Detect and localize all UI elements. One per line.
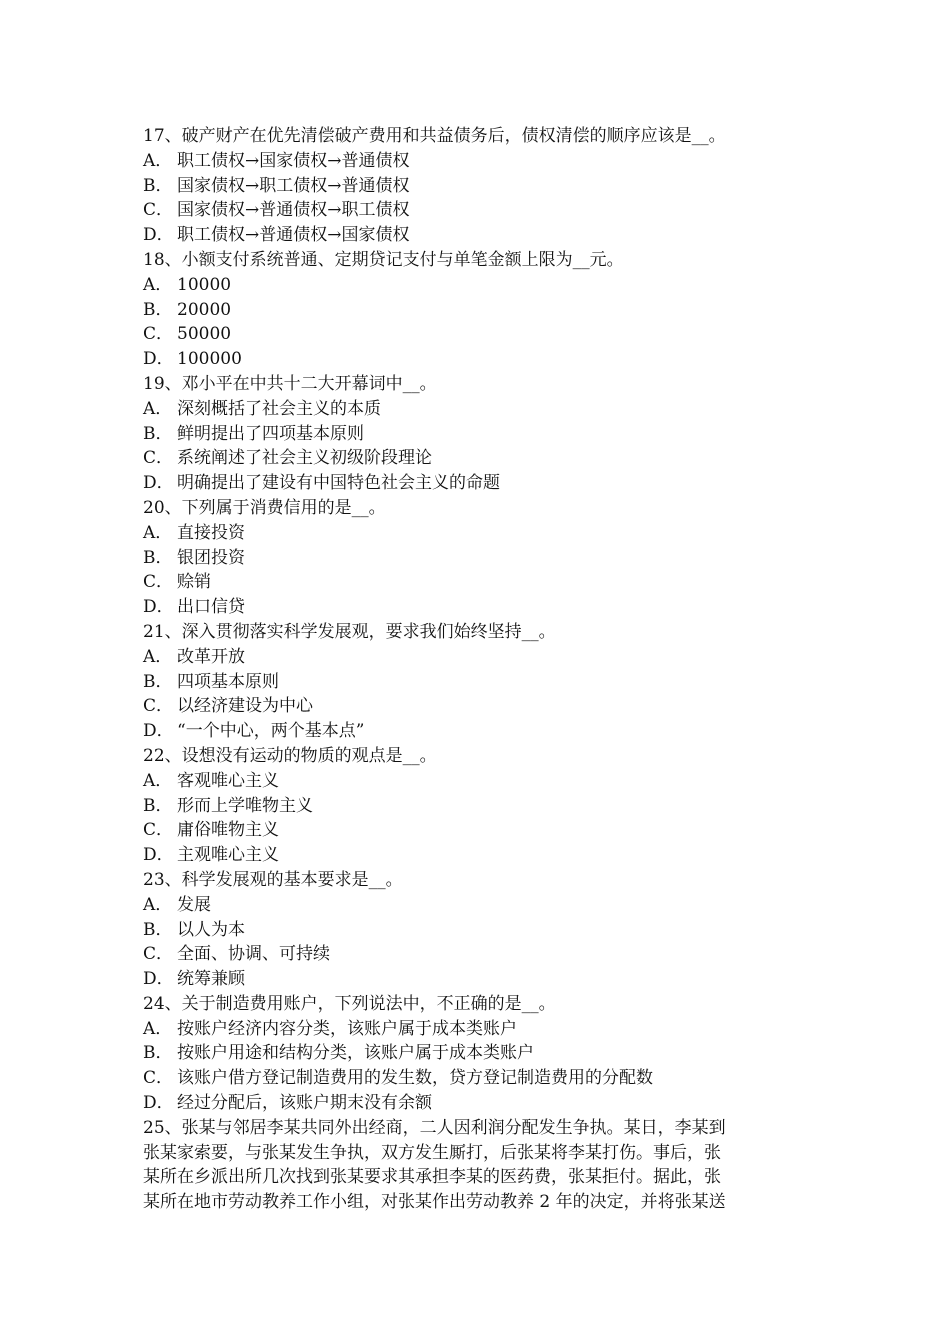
question-17-option-a — [143, 149, 809, 174]
question-17-option-c — [143, 198, 809, 223]
option-label: C． — [143, 944, 174, 965]
option-label: C． — [143, 324, 174, 345]
question-23-option-c — [143, 942, 809, 967]
option-label: C． — [143, 448, 174, 469]
option-label: D． — [143, 349, 174, 370]
option-label: A． — [143, 1018, 173, 1039]
option-text: 四项基本原则 — [177, 671, 279, 692]
option-label: A． — [143, 646, 173, 667]
question-25-line-3: 某所在乡派出所几次找到张某要求其承担李某的医药费，张某拒付。据此，张 — [143, 1167, 721, 1188]
option-label: B． — [143, 299, 173, 320]
option-label: B． — [143, 671, 173, 692]
option-text: 20000 — [177, 299, 232, 320]
option-label: D． — [143, 969, 174, 990]
question-23-stem: 23、科学发展观的基本要求是__。 — [143, 869, 403, 890]
question-18-stem: 18、小额支付系统普通、定期贷记支付与单笔金额上限为__元。 — [143, 249, 624, 270]
question-24-option-a — [143, 1017, 809, 1042]
option-label: B． — [143, 175, 173, 196]
option-text: 鲜明提出了四项基本原则 — [177, 423, 364, 444]
option-label: B． — [143, 919, 173, 940]
option-text: 经过分配后，该账户期末没有余额 — [177, 1093, 432, 1114]
question-19-stem: 19、邓小平在中共十二大开幕词中__。 — [143, 373, 437, 394]
option-label: A． — [143, 398, 173, 419]
question-21-option-c — [143, 694, 809, 719]
question-25-line-4: 某所在地市劳动教养工作小组，对张某作出劳动教养 2 年的决定，并将张某送 — [143, 1192, 726, 1213]
option-text: 庸俗唯物主义 — [177, 820, 279, 841]
option-label: A． — [143, 150, 173, 171]
question-20-option-c — [143, 570, 809, 595]
option-text: 形而上学唯物主义 — [177, 795, 313, 816]
option-text: 银团投资 — [177, 547, 245, 568]
question-22-stem: 22、设想没有运动的物质的观点是__。 — [143, 745, 437, 766]
question-20-option-d — [143, 595, 809, 620]
question-18-option-b — [143, 298, 809, 323]
question-18-option-a — [143, 273, 809, 298]
option-text: 主观唯心主义 — [177, 845, 279, 866]
option-label: B． — [143, 423, 173, 444]
question-25-line-1: 25、张某与邻居李某共同外出经商，二人因利润分配发生争执。某日，李某到 — [143, 1117, 726, 1138]
option-text: 按账户经济内容分类，该账户属于成本类账户 — [177, 1018, 517, 1039]
option-label: D． — [143, 597, 174, 618]
option-text: 客观唯心主义 — [177, 770, 279, 791]
option-label: A． — [143, 274, 173, 295]
option-label: C． — [143, 572, 174, 593]
option-text: 以经济建设为中心 — [177, 696, 313, 717]
question-20-stem: 20、下列属于消费信用的是__。 — [143, 497, 386, 518]
question-17-stem: 17、破产财产在优先清偿破产费用和共益债务后，债权清偿的顺序应该是__。 — [143, 126, 726, 146]
option-text: 以人为本 — [177, 919, 245, 940]
option-label: C． — [143, 820, 174, 841]
option-text: 系统阐述了社会主义初级阶段理论 — [177, 448, 432, 469]
option-label: C． — [143, 200, 174, 221]
option-text: 国家债权→普通债权→职工债权 — [177, 200, 410, 221]
question-22-option-d — [143, 843, 809, 868]
question-21-option-b — [143, 670, 809, 695]
question-20-option-a — [143, 521, 809, 546]
option-text: 全面、协调、可持续 — [177, 944, 330, 965]
option-label: B． — [143, 547, 173, 568]
question-24-option-d — [143, 1091, 809, 1116]
option-text: 职工债权→普通债权→国家债权 — [177, 225, 410, 246]
option-label: D． — [143, 721, 174, 742]
question-22-option-b — [143, 794, 809, 819]
question-19-option-c — [143, 446, 809, 471]
question-22-option-c — [143, 818, 809, 843]
option-label: C． — [143, 1068, 174, 1089]
option-text: 按账户用途和结构分类，该账户属于成本类账户 — [177, 1043, 534, 1064]
option-label: B． — [143, 1043, 173, 1064]
question-24-option-b — [143, 1041, 809, 1066]
option-label: A． — [143, 894, 173, 915]
option-label: B． — [143, 795, 173, 816]
question-22-option-a — [143, 769, 809, 794]
option-label: A． — [143, 522, 173, 543]
option-text: 明确提出了建设有中国特色社会主义的命题 — [177, 473, 500, 494]
question-19-option-a — [143, 397, 809, 422]
option-text: 10000 — [177, 274, 232, 295]
question-21-option-d — [143, 719, 809, 744]
option-text: 深刻概括了社会主义的本质 — [177, 398, 381, 419]
question-23-option-a — [143, 893, 809, 918]
option-text: 国家债权→职工债权→普通债权 — [177, 175, 410, 196]
option-text: 发展 — [177, 894, 211, 915]
question-19-option-b — [143, 422, 809, 447]
option-label: D． — [143, 225, 174, 246]
question-21-stem: 21、深入贯彻落实科学发展观，要求我们始终坚持__。 — [143, 621, 556, 642]
question-20-option-b — [143, 546, 809, 571]
option-text: 赊销 — [177, 572, 211, 593]
option-label: A． — [143, 770, 173, 791]
option-text: 100000 — [177, 349, 242, 370]
option-text: 直接投资 — [177, 522, 245, 543]
option-text: “一个中心，两个基本点” — [177, 721, 365, 742]
question-25-line-2: 张某家索要，与张某发生争执，双方发生厮打，后张某将李某打伤。事后，张 — [143, 1142, 721, 1163]
question-17-option-d — [143, 223, 809, 248]
option-text: 该账户借方登记制造费用的发生数，贷方登记制造费用的分配数 — [177, 1068, 653, 1089]
option-text: 改革开放 — [177, 646, 245, 667]
question-18-option-c — [143, 322, 809, 347]
question-17-option-b — [143, 174, 809, 199]
question-21-option-a — [143, 645, 809, 670]
option-label: C． — [143, 696, 174, 717]
question-18-option-d — [143, 347, 809, 372]
option-label: D． — [143, 473, 174, 494]
option-label: D． — [143, 845, 174, 866]
option-label: D． — [143, 1093, 174, 1114]
question-19-option-d — [143, 471, 809, 496]
option-text: 职工债权→国家债权→普通债权 — [177, 150, 410, 171]
question-24-stem: 24、关于制造费用账户，下列说法中，不正确的是__。 — [143, 993, 556, 1014]
option-text: 出口信贷 — [177, 597, 245, 618]
question-23-option-b — [143, 918, 809, 943]
question-23-option-d — [143, 967, 809, 992]
document-page — [143, 124, 809, 1215]
question-24-option-c — [143, 1066, 809, 1091]
option-text: 统筹兼顾 — [177, 969, 245, 990]
option-text: 50000 — [177, 324, 232, 345]
